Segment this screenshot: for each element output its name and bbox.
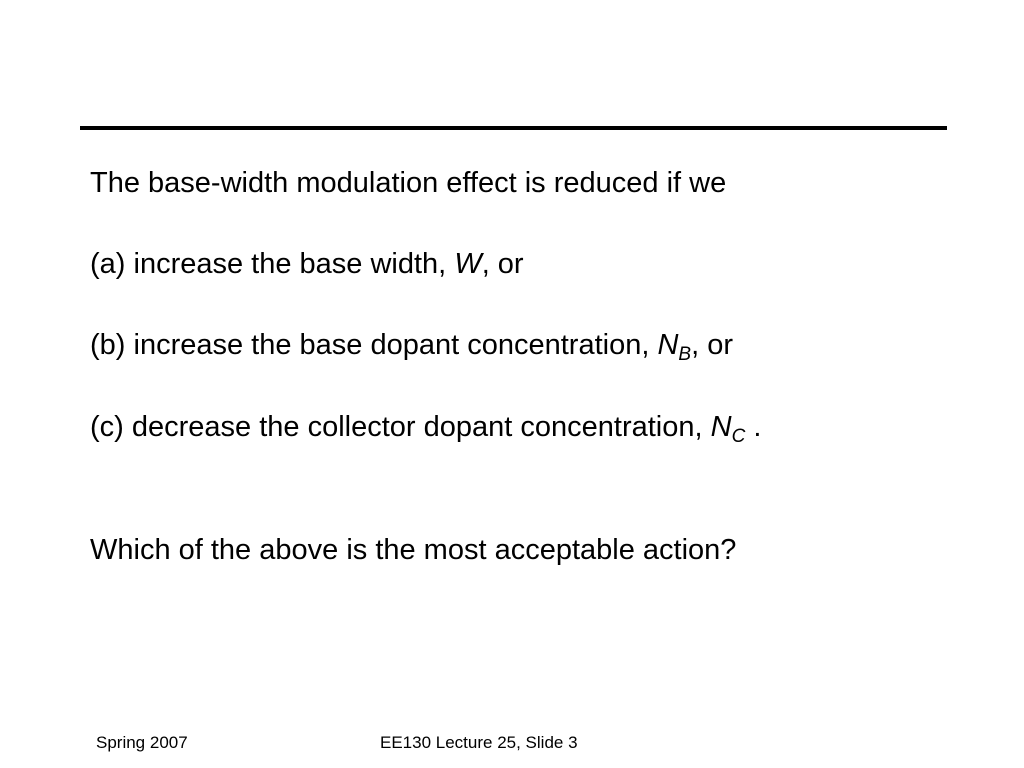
option-c-tail: . [745,411,762,443]
option-b-subscript: B [678,344,692,365]
option-c-text: (c) decrease the collector dopant concentration, [90,411,711,443]
question-text: Which of the above is the most acceptable action? [90,534,737,566]
footer-date: Spring 2007 [96,733,188,752]
option-b [90,328,733,366]
option-c [90,410,761,448]
footer-slide-info: EE130 Lecture 25, Slide 3 [380,733,578,752]
option-a-variable: W [454,248,482,280]
option-a [90,247,524,281]
intro-text: The base-width modulation effect is reduced if we [90,167,727,199]
option-c-variable: N [710,411,732,443]
option-b-tail: , or [691,329,734,361]
option-a-text: (a) increase the base width, [90,248,455,280]
option-b-text: (b) increase the base dopant concentration, [90,329,658,361]
option-a-tail: , or [481,248,524,280]
title-divider [80,126,947,130]
option-c-subscript: C [731,426,746,447]
option-b-variable: N [657,329,679,361]
